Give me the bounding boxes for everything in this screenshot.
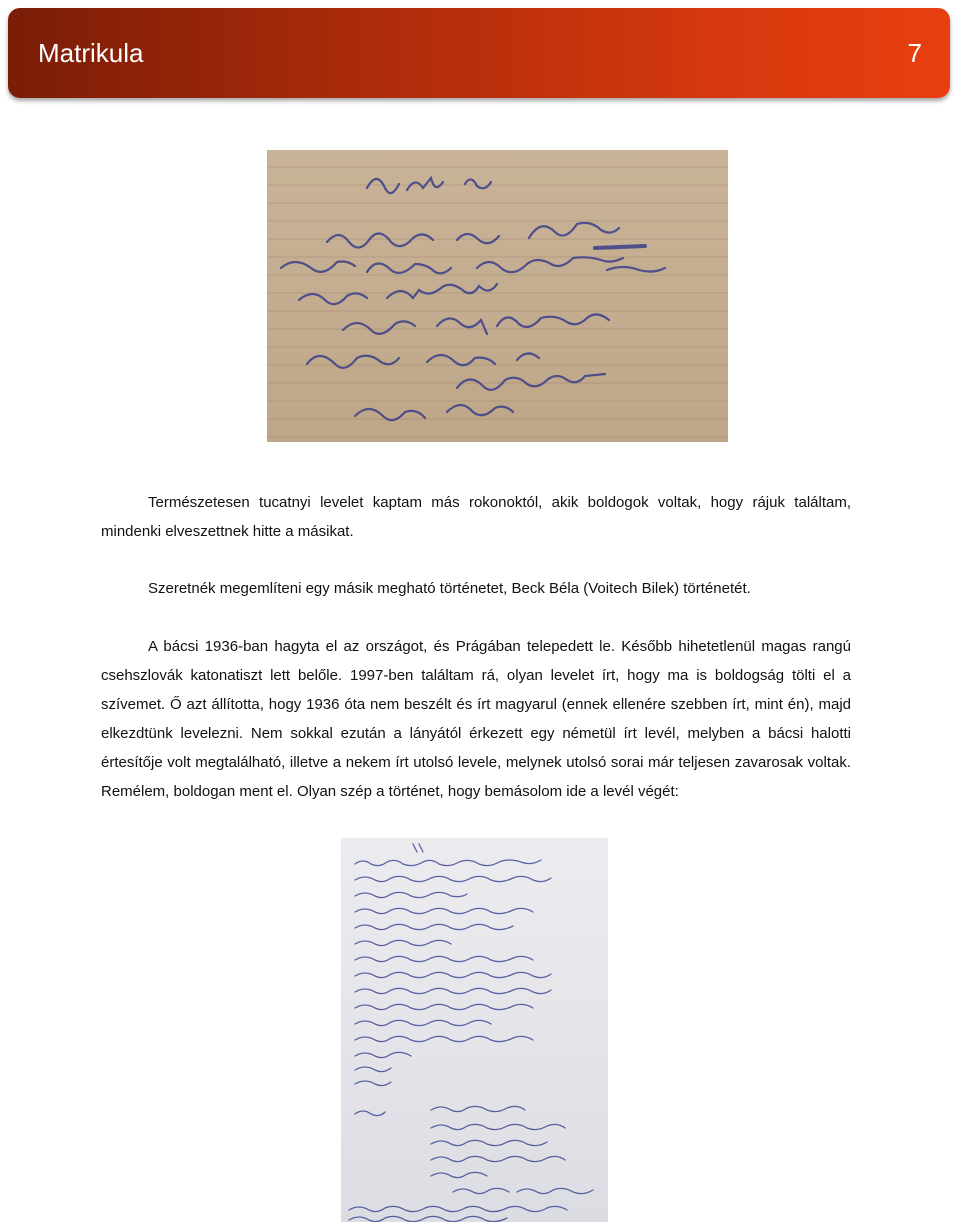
handwritten-letter-image (267, 150, 728, 442)
handwritten-letter-image (341, 838, 608, 1222)
document-title: Matrikula (38, 38, 144, 68)
handwriting-scribbles-top (267, 150, 728, 442)
header-bar (8, 8, 950, 98)
paragraph-3 (101, 632, 851, 806)
paragraph-text: Természetesen tucatnyi levelet kaptam más rokonoktól, akik boldogok voltak, hogy rájuk találtam, mindenki elveszettnek hitte a másikat. (101, 494, 851, 540)
handwriting-scribbles-bottom (341, 838, 608, 1222)
paragraph-2 (101, 574, 851, 603)
paragraph-1 (101, 488, 851, 546)
page-number: 7 (907, 38, 922, 68)
paragraph-text: A bácsi 1936-ban hagyta el az országot, és Prágában telepedett le. Később hihetetlenül magas rangú csehszlovák katonatiszt lett belőle. 1997-ben találtam rá, olyan levelet írt, hogy ma is boldogság tölti el a szívemet. Ő azt állította, hogy 1936 óta nem beszélt és írt magyarul (ennek ellenére szebben írt, mint én), majd elkezdtünk levelezni. Nem sokkal ezután a lányától érkezett egy németül írt levél, melyben a bácsi halotti értesítője volt megtalálható, illetve a nekem írt utolsó levele, melynek utolsó sorai már teljesen zavarosak voltak. Remélem, boldogan ment el. Olyan szép a történet, hogy bemásolom ide a levél végét: (101, 638, 851, 800)
paragraph-text: Szeretnék megemlíteni egy másik megható történetet, Beck Béla (Voitech Bilek) történetét. (148, 580, 751, 597)
